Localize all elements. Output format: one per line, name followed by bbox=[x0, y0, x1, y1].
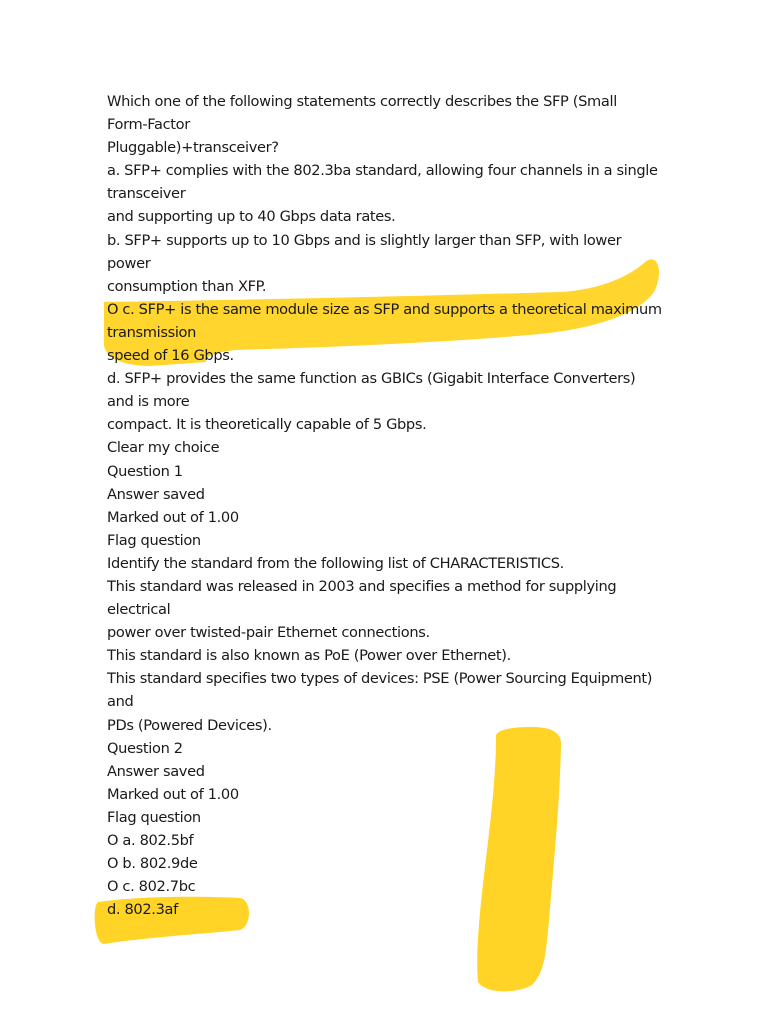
text-line: Pluggable)+transceiver? bbox=[107, 139, 279, 157]
text-line: Clear my choice bbox=[107, 439, 220, 457]
text-line: Question 1 bbox=[107, 462, 183, 480]
text-line: Which one of the following statements correctly describes the SFP (Small bbox=[107, 93, 617, 110]
text-line: Answer saved bbox=[107, 762, 205, 780]
text-line: O b. 802.9de bbox=[107, 855, 198, 873]
text-line: d. 802.3af bbox=[107, 901, 178, 919]
text-line: consumption than XFP. bbox=[107, 277, 267, 295]
text-line: d. SFP+ provides the same function as GBICs (Gigabit Interface Converters) bbox=[107, 370, 636, 388]
text-line: O c. SFP+ is the same module size as SFP and supports a theoretical maximum bbox=[107, 300, 662, 318]
text-line: and is more bbox=[107, 393, 190, 411]
text-line: This standard specifies two types of devices: PSE (Power Sourcing Equipment) bbox=[107, 670, 653, 688]
text-line: O c. 802.7bc bbox=[107, 878, 196, 896]
text-line: speed of 16 Gbps. bbox=[107, 347, 234, 365]
text-line: Identify the standard from the following list of CHARACTERISTICS. bbox=[107, 554, 564, 572]
text-line: a. SFP+ complies with the 802.3ba standard, allowing four channels in a single bbox=[107, 162, 658, 180]
text-line: Form-Factor bbox=[107, 116, 190, 134]
text-line: PDs (Powered Devices). bbox=[107, 716, 272, 734]
text-line: Flag question bbox=[107, 531, 201, 549]
text-line: transmission bbox=[107, 323, 197, 341]
text-line: transceiver bbox=[107, 185, 186, 203]
text-line: electrical bbox=[107, 601, 171, 619]
text-line: power over twisted-pair Ethernet connections. bbox=[107, 624, 430, 642]
text-line: This standard is also known as PoE (Power over Ethernet). bbox=[107, 647, 511, 665]
text-line: and supporting up to 40 Gbps data rates. bbox=[107, 208, 396, 226]
text-line: and bbox=[107, 693, 134, 711]
text-line: compact. It is theoretically capable of 5 Gbps. bbox=[107, 416, 427, 434]
text-line: Flag question bbox=[107, 808, 201, 826]
text-line: O a. 802.5bf bbox=[107, 832, 194, 849]
text-line: Marked out of 1.00 bbox=[107, 508, 239, 526]
text-line: b. SFP+ supports up to 10 Gbps and is slightly larger than SFP, with lower bbox=[107, 231, 622, 249]
document-text bbox=[107, 90, 707, 921]
text-line: Question 2 bbox=[107, 739, 183, 757]
text-line: power bbox=[107, 254, 151, 272]
text-line: Answer saved bbox=[107, 485, 205, 503]
text-line: This standard was released in 2003 and specifies a method for supplying bbox=[107, 577, 617, 595]
text-line: Marked out of 1.00 bbox=[107, 785, 239, 803]
